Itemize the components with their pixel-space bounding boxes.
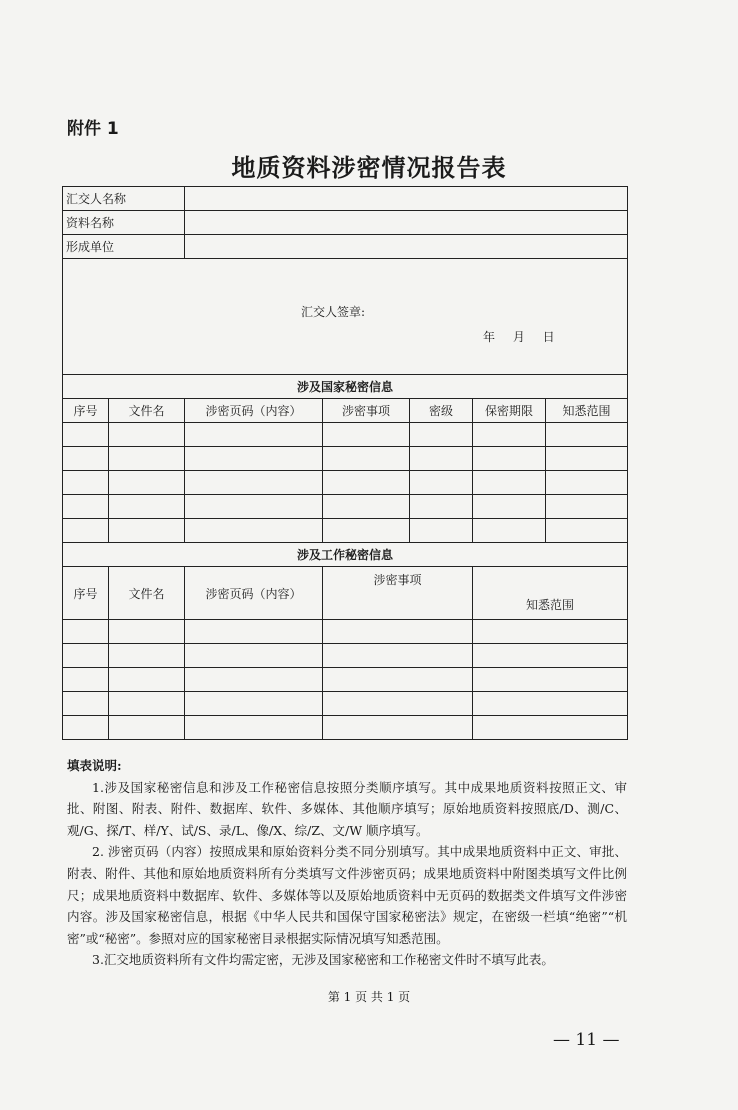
work-col-header: 序号 (63, 567, 109, 620)
work-col-header: 涉密页码（内容） (185, 567, 323, 620)
unit-field[interactable] (185, 235, 628, 259)
page-number: — 11 — (553, 1030, 620, 1050)
work-secret-heading: 涉及工作秘密信息 (63, 543, 628, 567)
report-table (62, 186, 628, 740)
signature-date: 年 月 日 (483, 330, 555, 344)
national-col-header: 序号 (63, 399, 109, 423)
material-field[interactable] (185, 211, 628, 235)
fill-instructions (67, 755, 627, 971)
work-row[interactable] (63, 620, 628, 644)
instructions-title: 填表说明: (67, 758, 122, 773)
national-row[interactable] (63, 447, 628, 471)
national-row[interactable] (63, 495, 628, 519)
national-row[interactable] (63, 423, 628, 447)
instruction-item: 3.汇交地质资料所有文件均需定密，无涉及国家秘密和工作秘密文件时不填写此表。 (92, 952, 554, 968)
national-col-header: 密级 (410, 399, 473, 423)
instruction-item: 1.涉及国家秘密信息和涉及工作秘密信息按照分类顺序填写。其中成果地质资料按照正文、审批、附图、附表、附件、数据库、软件、多媒体、其他顺序填写；原始地质资料按照底/D、测/C、观/G、探/T、样/Y、试/S、录/L、像/X、综/Z、文/W 顺序填写。 (67, 779, 627, 838)
signature-area[interactable] (63, 259, 628, 375)
national-row[interactable] (63, 471, 628, 495)
national-col-header: 知悉范围 (546, 399, 628, 423)
national-col-header: 保密期限 (473, 399, 546, 423)
instruction-item: 2. 涉密页码（内容）按照成果和原始资料分类不同分别填写。其中成果地质资料中正文、审批、附表、附件、其他和原始地质资料所有分类填写文件涉密页码；成果地质资料中附图类填写文件比例尺；成果地质资料中数据库、软件、多媒体等以及原始地质资料中无页码的数据类文件填写文件涉密内容。涉及国家秘密信息，根据《中华人民共和国保守国家秘密法》规定，在密级一栏填“绝密”“机密”或“秘密”。参照对应的国家秘密目录根据实际情况填写知悉范围。 (67, 844, 627, 946)
signature-label: 汇交人签章: (301, 305, 366, 319)
page-counter: 第 1 页 共 1 页 (327, 990, 411, 1004)
submitter-field[interactable] (185, 187, 628, 211)
national-col-header: 文件名 (109, 399, 185, 423)
submitter-label: 汇交人名称 (63, 187, 185, 211)
work-col-header: 知悉范围 (473, 567, 628, 620)
national-col-header: 涉密事项 (323, 399, 410, 423)
form-title: 地质资料涉密情况报告表 (231, 153, 507, 182)
unit-label: 形成单位 (63, 235, 185, 259)
national-secret-heading: 涉及国家秘密信息 (63, 375, 628, 399)
work-row[interactable] (63, 668, 628, 692)
material-label: 资料名称 (63, 211, 185, 235)
work-row[interactable] (63, 692, 628, 716)
work-row[interactable] (63, 644, 628, 668)
work-row[interactable] (63, 716, 628, 740)
national-col-header: 涉密页码（内容） (185, 399, 323, 423)
work-col-header: 文件名 (109, 567, 185, 620)
national-row[interactable] (63, 519, 628, 543)
attachment-label: 附件 1 (67, 119, 119, 139)
work-col-header: 涉密事项 (323, 567, 473, 620)
